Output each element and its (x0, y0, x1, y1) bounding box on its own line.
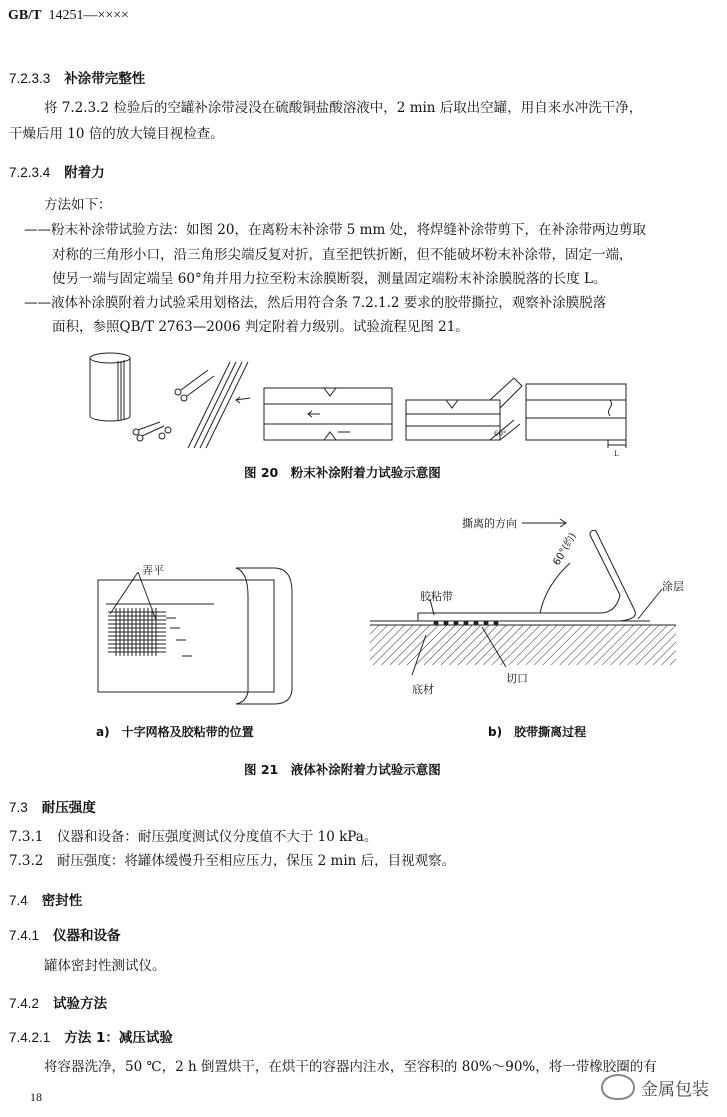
scissors-icon (133, 422, 171, 441)
can-illustration (90, 353, 130, 421)
section-heading-7234 (9, 161, 105, 181)
folded-strip-illustration (406, 378, 522, 440)
paragraph-line: 将 7.2.3.2 检验后的空罐补涂带浸没在硫酸铜盐酸溶液中，2 min 后取出空罐，用自来水冲洗干净， (44, 100, 643, 116)
strip-cutting-illustration (175, 362, 250, 448)
section-title: 仪器和设备 (53, 928, 121, 944)
section-heading-7421 (9, 1026, 173, 1046)
standard-number: 14251—×××× (48, 8, 130, 23)
notched-strip-illustration (264, 388, 392, 440)
section-number: 7.2.3.3 (9, 71, 51, 86)
section-title: 补涂带完整性 (64, 71, 146, 87)
section-title: 耐压强度 (41, 800, 96, 816)
paragraph-line: 将容器洗净，50 ℃，2 h 倒置烘干，在烘干的容器内注水，至容积的 80%～90%，将一带橡胶圈的有 (44, 1059, 657, 1075)
label-angle: 60°(约) (551, 531, 579, 568)
label-flatten: 弄平 (142, 564, 164, 577)
svg-text:60°: 60° (494, 430, 507, 438)
section-title: 方法 1：减压试验 (64, 1030, 173, 1046)
figure-21-caption: 图 21 液体补涂附着力试验示意图 (244, 762, 441, 777)
label-tape: 胶粘带 (420, 590, 453, 603)
figure-21a-label: a) 十字网格及胶粘带的位置 (96, 725, 254, 739)
section-title: 附着力 (64, 165, 105, 181)
section-heading-742 (9, 992, 107, 1012)
svg-text:L: L (614, 450, 619, 458)
substrate-hatch (370, 625, 676, 665)
section-number: 7.4.2.1 (9, 1030, 51, 1045)
section-number: 7.4 (9, 893, 28, 908)
method-intro: 方法如下： (44, 197, 112, 213)
list-item-line: ——粉末补涂带试验方法：如图 20，在离粉末补涂带 5 mm 处，将焊缝补涂带剪下，在补涂带两边剪取 (24, 222, 647, 238)
figure-21b-diagram (370, 515, 690, 705)
measured-strip-illustration (526, 384, 626, 458)
label-peel-direction: 撕离的方向 (462, 517, 517, 530)
watermark (601, 1074, 709, 1100)
figure-21b-label: b) 胶带撕离过程 (488, 725, 587, 739)
wechat-icon (601, 1074, 635, 1100)
figure-20-diagram (80, 348, 650, 458)
list-item-line: 面积，参照QB/T 2763—2006 判定附着力级别。试验流程见图 21。 (52, 319, 469, 335)
section-number: 7.4.1 (9, 928, 40, 943)
section-heading-73 (9, 796, 96, 816)
paragraph-line: 7.3.2 耐压强度：将罐体缓慢升至相应压力，保压 2 min 后，目视观察。 (9, 853, 456, 869)
section-number: 7.2.3.4 (9, 165, 51, 180)
section-heading-74 (9, 889, 82, 909)
section-number: 7.3 (9, 800, 28, 815)
label-substrate: 底材 (412, 683, 434, 696)
figure-21a-diagram (96, 552, 306, 712)
page-number: 18 (30, 1090, 42, 1104)
watermark-text: 金属包装 (641, 1079, 709, 1100)
cut-marks (434, 621, 498, 625)
label-cut: 切口 (506, 672, 528, 685)
paragraph-line: 干燥后用 10 倍的放大镜目视检查。 (9, 126, 224, 142)
section-number: 7.4.2 (9, 996, 40, 1011)
paragraph-line: 罐体密封性测试仪。 (44, 958, 166, 974)
standard-prefix: GB/T (8, 8, 42, 23)
list-item-line: 使另一端与固定端呈 60°角并用力拉至粉末涂膜断裂，测量固定端粉末补涂膜脱落的长度 L。 (52, 271, 607, 287)
list-item-line: ——液体补涂膜附着力试验采用划格法，然后用符合条 7.2.1.2 要求的胶带撕拉，观察补涂膜脱落 (24, 295, 607, 311)
label-coating: 涂层 (662, 580, 684, 593)
paragraph-line: 7.3.1 仪器和设备：耐压强度测试仪分度值不大于 10 kPa。 (9, 829, 378, 845)
section-title: 试验方法 (53, 996, 108, 1012)
figure-20-caption: 图 20 粉末补涂附着力试验示意图 (244, 465, 441, 480)
standard-header (8, 8, 129, 24)
section-heading-741 (9, 924, 121, 944)
list-item-line: 对称的三角形小口，沿三角形尖端反复对折，直至把铁折断，但不能破坏粉末补涂带，固定一端， (52, 247, 633, 263)
section-title: 密封性 (41, 893, 83, 909)
cross-hatch-grid (108, 608, 166, 656)
section-heading-7233 (9, 67, 145, 87)
